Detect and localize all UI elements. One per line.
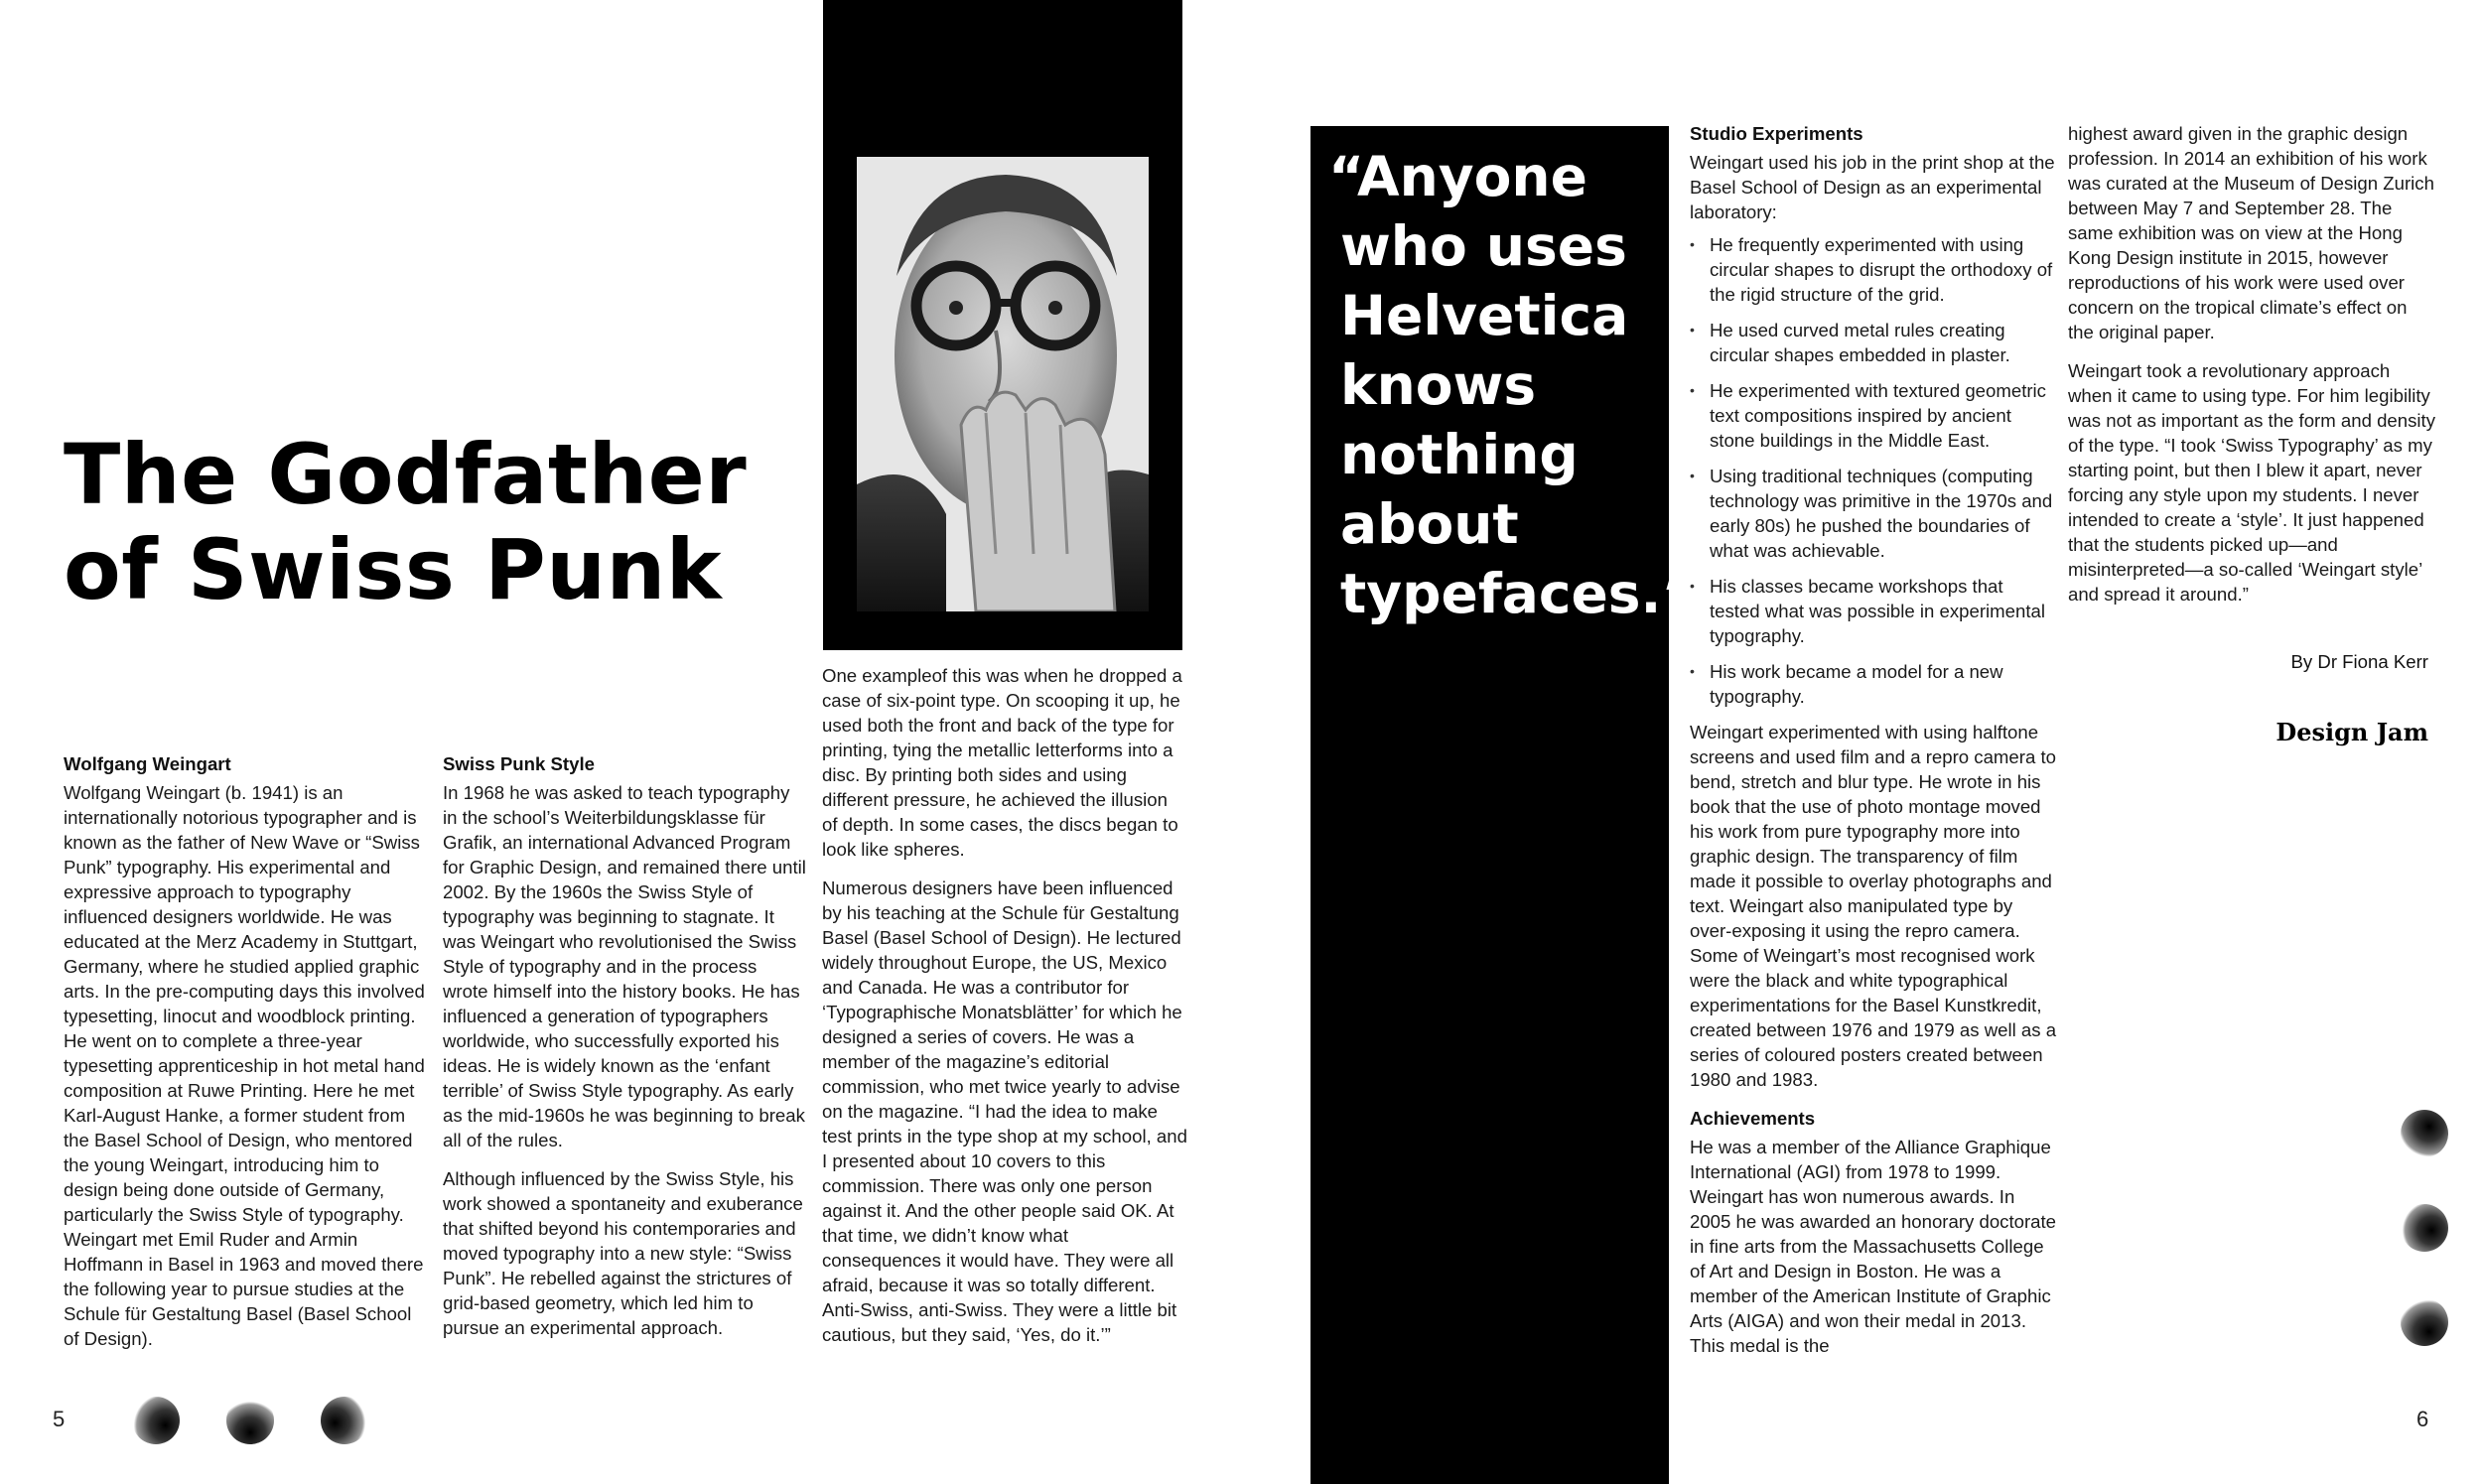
list-item: • He used curved metal rules creating circular shapes embedded in plaster. — [1690, 318, 2057, 367]
heading-achievements: Achievements — [1690, 1108, 1816, 1129]
page-number-right: 6 — [2416, 1407, 2429, 1431]
list-item: • Using traditional techniques (computing technology was primitive in the 1970s and early 80s) he pushed the boundaries of what was achievable. — [1690, 464, 2057, 563]
quote-line-7: typefaces.” — [1340, 562, 1698, 625]
heading-wolfgang-weingart: Wolfgang Weingart — [64, 753, 231, 774]
pull-quote — [1328, 142, 1698, 628]
swiss-punk-paragraph-1: In 1968 he was asked to teach typography in the school’s Weiterbildungsklasse für Grafik, an international Advanced Program for Graphic Design, and remained there until 2002. By the 1960s the Swiss Style of typography was beginning to stagnate. It was Weingart who revolutionised the Swiss Style of typography and in the process wrote himself into the history books. He has influenced a generation of typographers worldwide, who successfully exported his ideas. He is widely known as the ‘enfant terrible’ of Swiss Style typography. As early as the mid-1960s he was beginning to break all of the rules. — [443, 782, 806, 1150]
decorative-sphere — [2401, 1204, 2448, 1252]
column-studio-experiments — [1690, 121, 2057, 1372]
heading-swiss-punk-style: Swiss Punk Style — [443, 753, 595, 774]
list-item: • His work became a model for a new typography. — [1690, 659, 2057, 709]
decorative-sphere — [2401, 1110, 2448, 1157]
discs-paragraph: One exampleof this was when he dropped a case of six-point type. On scooping it up, he used both the front and back of the type for printing, tying the metallic letterforms into a disc. By printing both sides and using different pressure, he achieved the illusion of depth. In some cases, the discs began to look like spheres. — [822, 665, 1182, 860]
decorative-sphere — [132, 1397, 180, 1444]
quote-line-3: Helvetica — [1340, 284, 1629, 347]
title-line-2: of Swiss Punk — [64, 521, 723, 618]
swiss-punk-paragraph-2: Although influenced by the Swiss Style, his work showed a spontaneity and exuberance that shifted beyond his contemporaries and moved typography into a new style: “Swiss Punk”. He rebelled against the strictures of grid-based geometry, which led him to pursue an experimental approach. — [443, 1168, 803, 1338]
exhibition-paragraph: highest award given in the graphic design profession. In 2014 an exhibition of his work was curated at the Museum of Design Zurich between May 7 and September 28. The same exhibition was on view at the Hong Kong Design institute in 2015, however reproductions of his work were used over concern on the tropical climate’s effect on the original paper. — [2068, 123, 2434, 342]
decorative-sphere — [321, 1397, 368, 1444]
revolutionary-approach-paragraph: Weingart took a revolutionary approach when it came to using type. For him legibility was not as important as the form and density of the type. “I took ‘Swiss Typography’ as my starting point, but then I blew it apart, never forcing any style upon my students. I never intended to create a ‘style’. It just happened that the students picked up—and misinterpreted—a so-called ‘Weingart style’ and spread it around.” — [2068, 360, 2435, 605]
portrait-illustration — [857, 157, 1149, 611]
bio-paragraph: Wolfgang Weingart (b. 1941) is an internationally notorious typographer and is known as the father of New Wave or “Swiss Punk” typography. His experimental and expressive approach to typography influenced designers worldwide. He was educated at the Merz Academy in Stuttgart, Germany, where he studied applied graphic arts. In the pre-computing days this involved typesetting, linocut and woodblock printing. He went on to complete a three-year typesetting apprenticeship in hot metal hand composition at Ruwe Printing. Here he met Karl-August Hanke, a former student from the Basel School of Design, who mentored the young Weingart, introducing him to design being done outside of Germany, particularly the Swiss Style of typography. Weingart met Emil Ruder and Armin Hoffmann in Basel in 1963 and moved there the following year to pursue studies at the Schule für Gestaltung Basel (Basel School of Design). — [64, 782, 425, 1349]
brand-logo: Design Jam — [2275, 718, 2428, 746]
article-title — [64, 427, 758, 617]
list-item: • He experimented with textured geometric text compositions inspired by ancient stone buildings in the Middle East. — [1690, 378, 2057, 453]
achievements-paragraph: He was a member of the Alliance Graphique International (AGI) from 1978 to 1999. Weingart has won numerous awards. In 2005 he was awarded an honorary doctorate in fine arts from the Massachusetts College of Art and Design in Boston. He was a member of the American Institute of Graphic Arts (AIGA) and won their medal in 2013. This medal is the — [1690, 1137, 2057, 1356]
list-item: • His classes became workshops that tested what was possible in experimental typography. — [1690, 574, 2057, 648]
halftone-paragraph: Weingart experimented with using halftone screens and used film and a repro camera to bend, stretch and blur type. He wrote in his book that the use of photo montage moved his work from pure typography more into graphic design. The transparency of film made it possible to overlay photographs and text. Weingart also manipulated type by over-exposing it using the repro camera. Some of Weingart’s most recognised work were the black and white typographical experimentations for the Basel Kunstkredit, created between 1976 and 1979 as well as a series of coloured posters created between 1980 and 1983. — [1690, 722, 2057, 1090]
quote-line-1: “Anyone — [1328, 145, 1587, 208]
teaching-paragraph: Numerous designers have been influenced by his teaching at the Schule für Gestaltung Basel (Basel School of Design). He lectured widely throughout Europe, the US, Mexico and Canada. He was a contributor for ‘Typographische Monatsblätter’ for which he designed a series of covers. He was a member of the magazine’s editorial commission, who met twice yearly to advise on the magazine. “I had the idea to make test prints in the type shop at my school, and I presented about 10 covers to this commission. There was only one person against it. And the other people said OK. At that time, we didn’t know what consequences it would have. They were all afraid, because it was so totally different. Anti-Swiss, anti-Swiss. They were a little bit cautious, but they said, ‘Yes, do it.’” — [822, 877, 1187, 1345]
quote-line-2: who uses — [1340, 214, 1627, 278]
portrait-photo — [857, 157, 1149, 611]
heading-studio-experiments: Studio Experiments — [1690, 123, 1863, 144]
author-byline: By Dr Fiona Kerr — [2290, 651, 2428, 672]
column-weingart-bio — [64, 751, 431, 1365]
title-line-1: The Godfather — [64, 426, 748, 523]
studio-intro-paragraph: Weingart used his job in the print shop at the Basel School of Design as an experimental laboratory: — [1690, 152, 2055, 222]
decorative-sphere — [2401, 1298, 2448, 1346]
quote-line-4: knows — [1340, 353, 1537, 417]
column-achievements-continued — [2068, 121, 2435, 620]
column-discs-and-teaching — [822, 663, 1187, 1361]
list-item: • He frequently experimented with using circular shapes to disrupt the orthodoxy of the rigid structure of the grid. — [1690, 232, 2057, 307]
page-number-left: 5 — [53, 1407, 66, 1431]
column-swiss-punk-style — [443, 751, 806, 1354]
decorative-sphere — [226, 1397, 274, 1444]
quote-line-6: about — [1340, 492, 1519, 556]
quote-line-5: nothing — [1340, 423, 1579, 486]
experiments-list — [1690, 232, 2057, 709]
